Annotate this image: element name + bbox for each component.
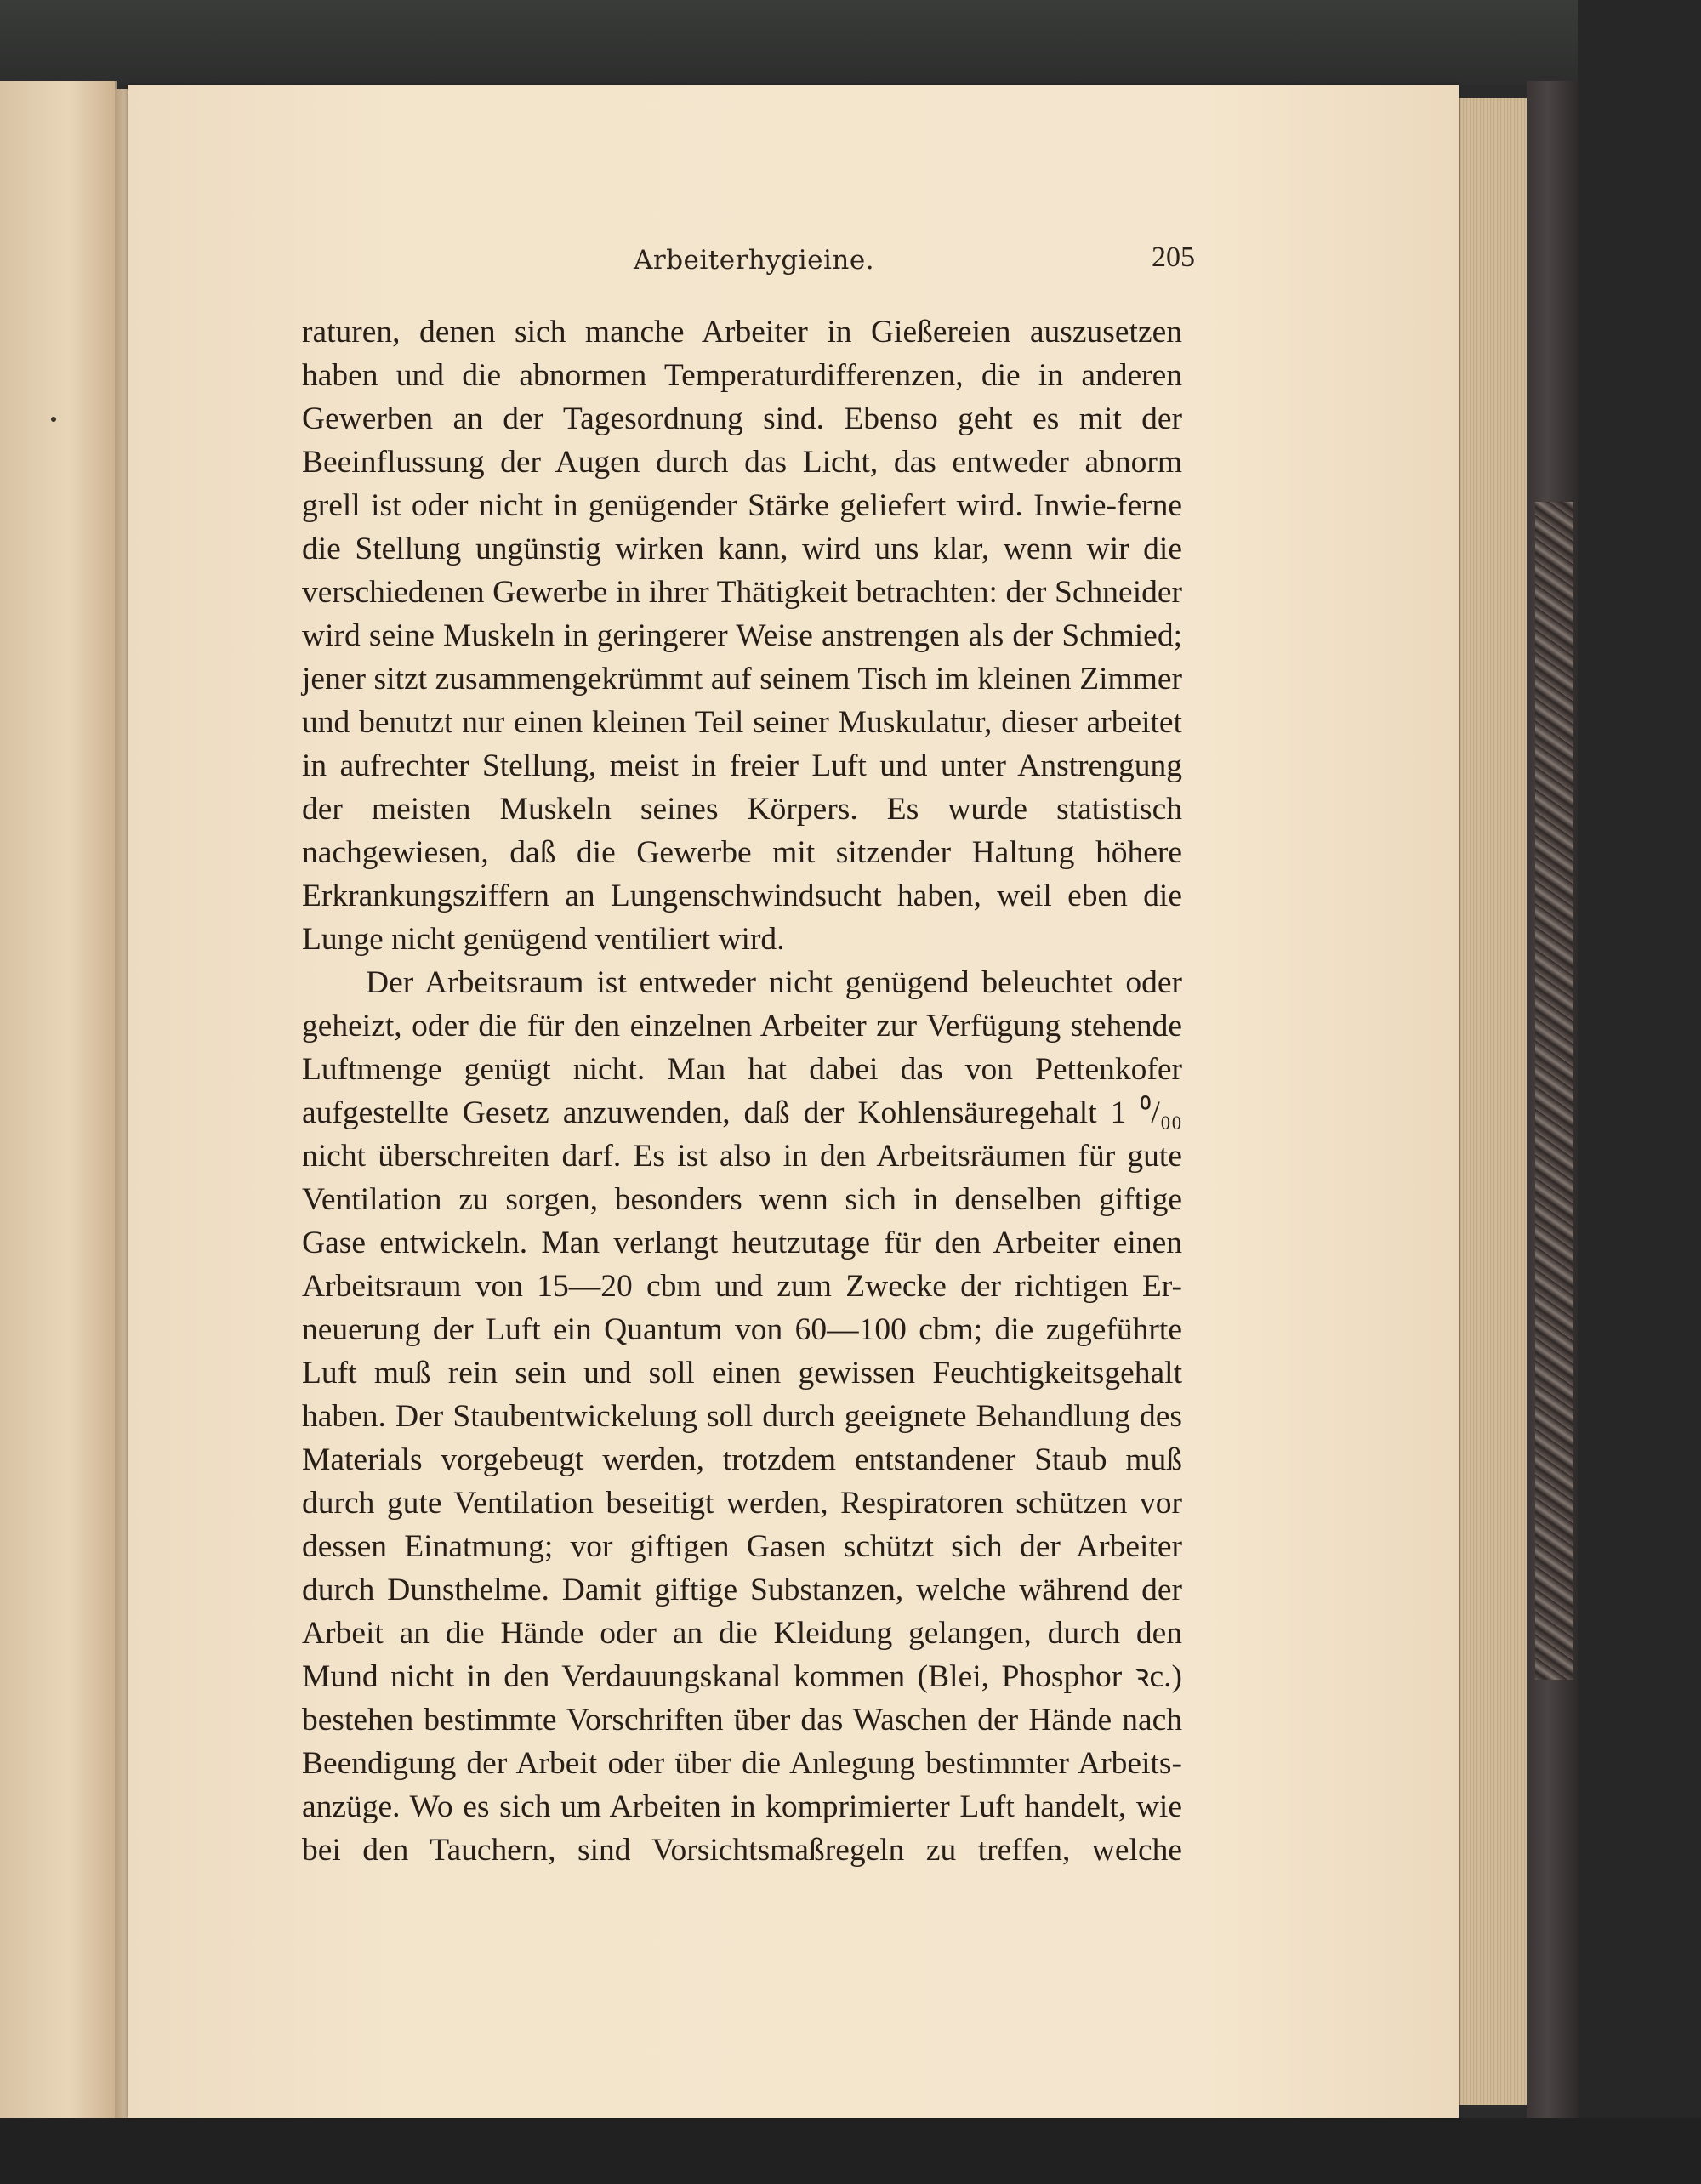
page-number: 205 bbox=[1152, 242, 1195, 273]
ink-spot bbox=[51, 417, 56, 422]
running-head: Arbeiterhygieine. bbox=[634, 245, 875, 276]
body-text bbox=[302, 310, 1182, 1872]
left-page bbox=[0, 81, 117, 2122]
paragraph-1: raturen, denen sich manche Arbeiter in Gießereien auszusetzen haben und die abnormen Temperaturdifferenzen, die in anderen Gewerben an der Tagesordnung sind. Ebenso geht es mit der Beeinflussung der Augen durch das Licht, das entweder abnorm grell ist oder nicht in genügender Stärke geliefert wird. Inwie-ferne die Stellung ungünstig wirken kann, wird uns klar, wenn wir die verschiedenen Gewerbe in ihrer Thätigkeit betrachten: der Schneider wird seine Muskeln in geringerer Weise anstrengen als der Schmied; jener sitzt zusammengekrümmt auf seinem Tisch im kleinen Zimmer und benutzt nur einen kleinen Teil seiner Muskulatur, dieser arbeitet in aufrechter Stellung, meist in freier Luft und unter Anstrengung der meisten Muskeln seines Körpers. Es wurde statistisch nachgewiesen, daß die Gewerbe mit sitzender Haltung höhere Erkrankungsziffern an Lungenschwindsucht haben, weil eben die Lunge nicht genügend ventiliert wird. bbox=[302, 315, 1182, 957]
page-edges bbox=[1459, 98, 1528, 2105]
paragraph-2: Der Arbeitsraum ist entweder nicht genügend beleuchtet oder geheizt, oder die für den einzelnen Arbeiter zur Verfügung stehende Luftmenge genügt nicht. Man hat dabei das von Pettenkofer aufgestellte Gesetz anzuwenden, daß der Kohlensäuregehalt 1 ⁰/₀₀ nicht überschreiten darf. Es ist also in den Arbeitsräumen für gute Ventilation zu sorgen, besonders wenn sich in denselben giftige Gase entwickeln. Man verlangt heutzutage für den Arbeiter einen Arbeitsraum von 15—20 cbm und zum Zwecke der richtigen Er-neuerung der Luft ein Quantum von 60—100 cbm; die zugeführte Luft muß rein sein und soll einen gewissen Feuchtigkeitsgehalt haben. Der Staubentwickelung soll durch geeignete Behandlung des Materials vorgebeugt werden, trotzdem entstandener Staub muß durch gute Ventilation beseitigt werden, Respiratoren schützen vor dessen Einatmung; vor giftigen Gasen schützt sich der Arbeiter durch Dunsthelme. Damit giftige Substanzen, welche während der Arbeit an die Hände oder an die Kleidung gelangen, durch den Mund nicht in den Verdauungskanal kommen (Blei, Phosphor ꝛc.) bestehen bestimmte Vorschriften über das Waschen der Hände nach Beendigung der Arbeit oder über die Anlegung bestimmter Arbeits-anzüge. Wo es sich um Arbeiten in komprimierter Luft handelt, wie bei den Tauchern, sind Vorsichtsmaßregeln zu treffen, welche bbox=[302, 965, 1182, 1868]
backdrop-top bbox=[0, 0, 1701, 85]
backdrop-bottom bbox=[0, 2118, 1701, 2184]
marbled-cover-edge bbox=[1535, 502, 1573, 1680]
backdrop-right bbox=[1578, 0, 1701, 2184]
